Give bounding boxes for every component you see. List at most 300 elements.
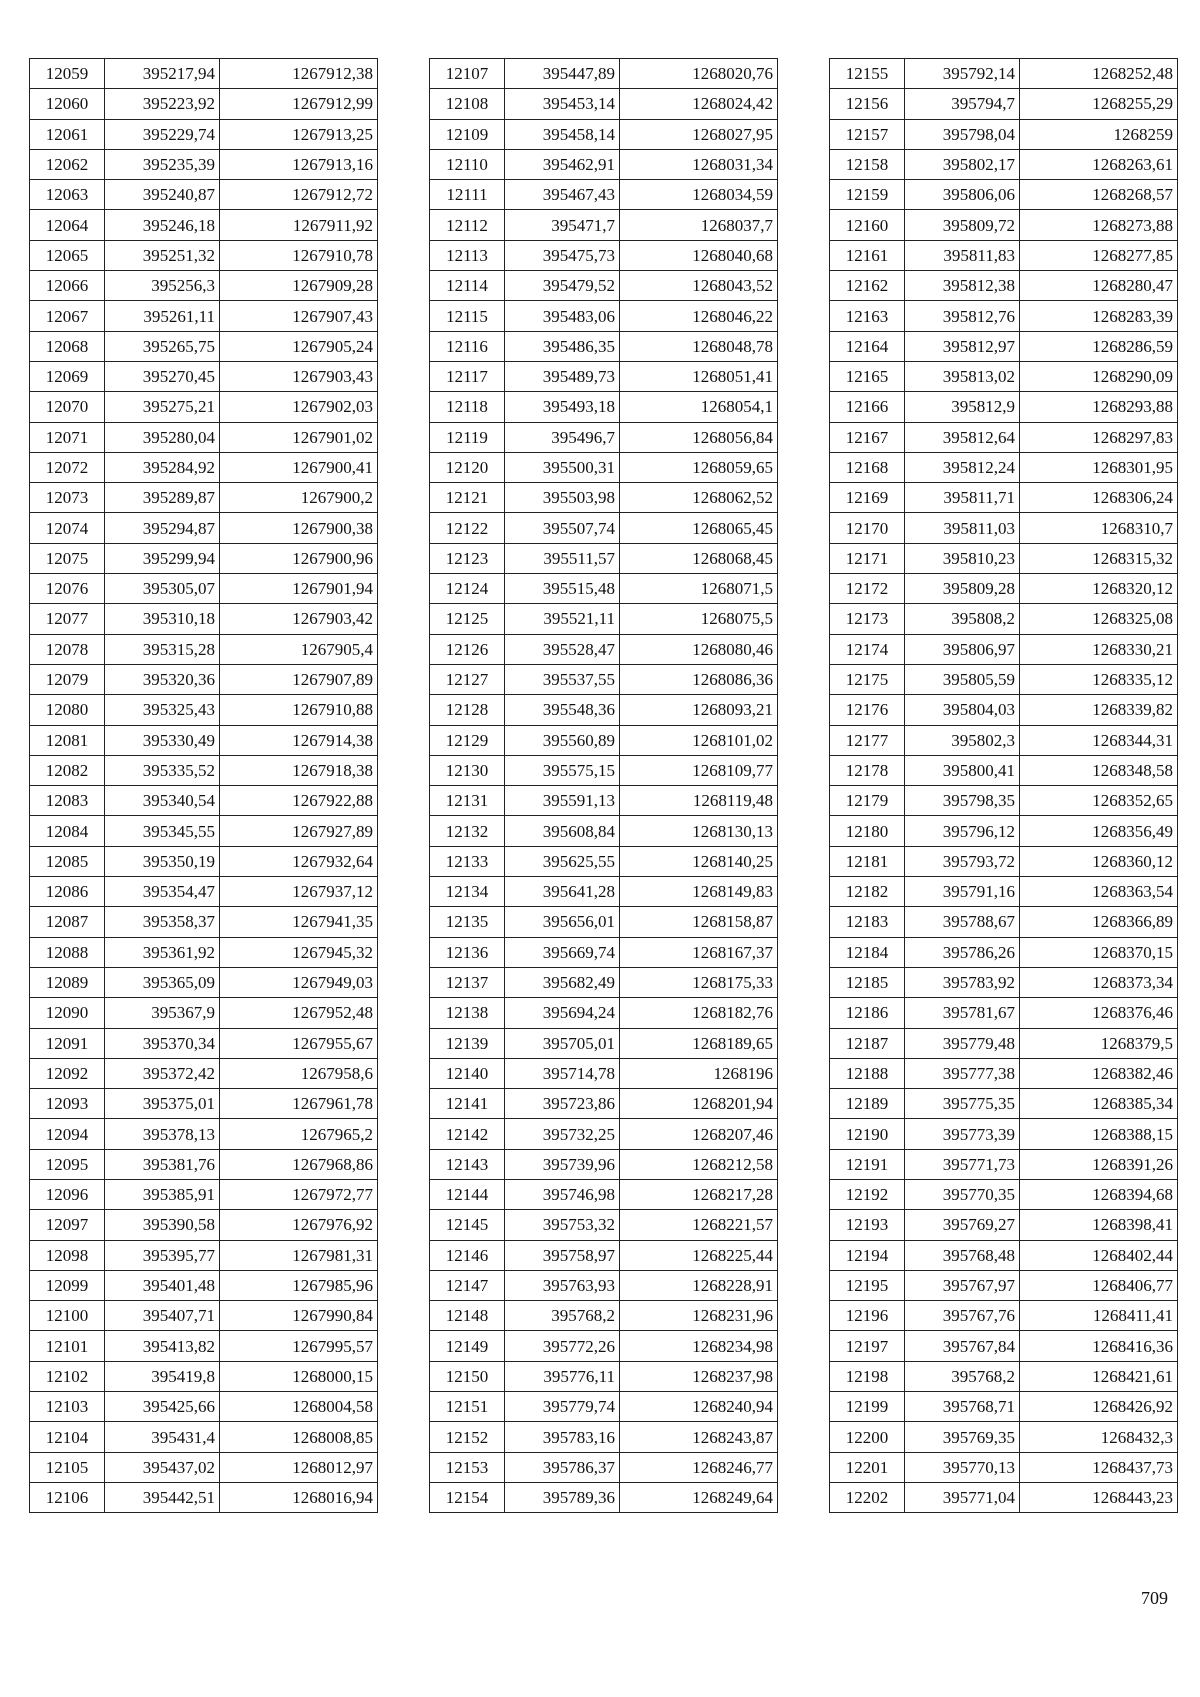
point-number-cell: 12130 [430, 755, 505, 785]
point-number-cell: 12150 [430, 1361, 505, 1391]
x-coordinate-cell: 395325,43 [105, 695, 220, 725]
y-coordinate-cell: 1268059,65 [620, 452, 778, 482]
point-number-cell: 12126 [430, 634, 505, 664]
point-number-cell: 12137 [430, 967, 505, 997]
table-row [30, 1089, 378, 1119]
table-row [830, 1301, 1178, 1331]
y-coordinate-cell: 1268012,97 [220, 1452, 378, 1482]
table-row [30, 1452, 378, 1482]
point-number-cell: 12129 [430, 725, 505, 755]
table-row [30, 1149, 378, 1179]
table-row [430, 1361, 778, 1391]
table-row [430, 513, 778, 543]
x-coordinate-cell: 395788,67 [905, 907, 1020, 937]
table-row [830, 1422, 1178, 1452]
y-coordinate-cell: 1267909,28 [220, 271, 378, 301]
table-row [430, 1119, 778, 1149]
x-coordinate-cell: 395261,11 [105, 301, 220, 331]
point-number-cell: 12092 [30, 1058, 105, 1088]
x-coordinate-cell: 395217,94 [105, 59, 220, 89]
table-row [30, 967, 378, 997]
x-coordinate-cell: 395378,13 [105, 1119, 220, 1149]
x-coordinate-cell: 395507,74 [505, 513, 620, 543]
y-coordinate-cell: 1267912,99 [220, 89, 378, 119]
y-coordinate-cell: 1268437,73 [1020, 1452, 1178, 1482]
x-coordinate-cell: 395808,2 [905, 604, 1020, 634]
y-coordinate-cell: 1267932,64 [220, 846, 378, 876]
x-coordinate-cell: 395758,97 [505, 1240, 620, 1270]
table-row [830, 1392, 1178, 1422]
x-coordinate-cell: 395811,71 [905, 483, 1020, 513]
table-row [830, 755, 1178, 785]
point-number-cell: 12071 [30, 422, 105, 452]
point-number-cell: 12064 [30, 210, 105, 240]
x-coordinate-cell: 395810,23 [905, 543, 1020, 573]
point-number-cell: 12127 [430, 664, 505, 694]
point-number-cell: 12145 [430, 1210, 505, 1240]
x-coordinate-cell: 395812,97 [905, 331, 1020, 361]
y-coordinate-cell: 1267910,78 [220, 240, 378, 270]
y-coordinate-cell: 1268339,82 [1020, 695, 1178, 725]
table-row [830, 967, 1178, 997]
y-coordinate-cell: 1268056,84 [620, 422, 778, 452]
y-coordinate-cell: 1268008,85 [220, 1422, 378, 1452]
table-row [430, 180, 778, 210]
point-number-cell: 12059 [30, 59, 105, 89]
y-coordinate-cell: 1267905,4 [220, 634, 378, 664]
x-coordinate-cell: 395496,7 [505, 422, 620, 452]
point-number-cell: 12131 [430, 786, 505, 816]
x-coordinate-cell: 395489,73 [505, 361, 620, 391]
table-row [430, 1422, 778, 1452]
y-coordinate-cell: 1268062,52 [620, 483, 778, 513]
x-coordinate-cell: 395395,77 [105, 1240, 220, 1270]
y-coordinate-cell: 1268167,37 [620, 937, 778, 967]
table-row [830, 634, 1178, 664]
y-coordinate-cell: 1267949,03 [220, 967, 378, 997]
y-coordinate-cell: 1268259 [1020, 119, 1178, 149]
table-row [830, 1089, 1178, 1119]
y-coordinate-cell: 1268330,21 [1020, 634, 1178, 664]
y-coordinate-cell: 1268249,64 [620, 1482, 778, 1512]
y-coordinate-cell: 1268228,91 [620, 1270, 778, 1300]
point-number-cell: 12197 [830, 1331, 905, 1361]
x-coordinate-cell: 395809,72 [905, 210, 1020, 240]
y-coordinate-cell: 1268040,68 [620, 240, 778, 270]
table-row [430, 1149, 778, 1179]
y-coordinate-cell: 1267907,43 [220, 301, 378, 331]
table-row [430, 1089, 778, 1119]
table-row [830, 452, 1178, 482]
table-row [30, 1210, 378, 1240]
y-coordinate-cell: 1268068,45 [620, 543, 778, 573]
y-coordinate-cell: 1267922,88 [220, 786, 378, 816]
y-coordinate-cell: 1268212,58 [620, 1149, 778, 1179]
x-coordinate-cell: 395475,73 [505, 240, 620, 270]
point-number-cell: 12146 [430, 1240, 505, 1270]
y-coordinate-cell: 1268252,48 [1020, 59, 1178, 89]
table-row [830, 392, 1178, 422]
y-coordinate-cell: 1267912,72 [220, 180, 378, 210]
x-coordinate-cell: 395796,12 [905, 816, 1020, 846]
coordinates-table-3 [829, 58, 1178, 1513]
table-row [830, 483, 1178, 513]
x-coordinate-cell: 395381,76 [105, 1149, 220, 1179]
point-number-cell: 12172 [830, 574, 905, 604]
x-coordinate-cell: 395537,55 [505, 664, 620, 694]
x-coordinate-cell: 395493,18 [505, 392, 620, 422]
table-row [430, 1210, 778, 1240]
x-coordinate-cell: 395385,91 [105, 1179, 220, 1209]
point-number-cell: 12096 [30, 1179, 105, 1209]
x-coordinate-cell: 395503,98 [505, 483, 620, 513]
y-coordinate-cell: 1268243,87 [620, 1422, 778, 1452]
y-coordinate-cell: 1268443,23 [1020, 1482, 1178, 1512]
coordinates-table-1 [29, 58, 378, 1513]
y-coordinate-cell: 1267907,89 [220, 664, 378, 694]
y-coordinate-cell: 1268048,78 [620, 331, 778, 361]
table-row [830, 543, 1178, 573]
y-coordinate-cell: 1268315,32 [1020, 543, 1178, 573]
point-number-cell: 12105 [30, 1452, 105, 1482]
y-coordinate-cell: 1268286,59 [1020, 331, 1178, 361]
point-number-cell: 12084 [30, 816, 105, 846]
point-number-cell: 12120 [430, 452, 505, 482]
x-coordinate-cell: 395280,04 [105, 422, 220, 452]
table-row [430, 695, 778, 725]
point-number-cell: 12155 [830, 59, 905, 89]
point-number-cell: 12086 [30, 877, 105, 907]
y-coordinate-cell: 1268293,88 [1020, 392, 1178, 422]
x-coordinate-cell: 395270,45 [105, 361, 220, 391]
y-coordinate-cell: 1268402,44 [1020, 1240, 1178, 1270]
table-row [830, 695, 1178, 725]
y-coordinate-cell: 1268086,36 [620, 664, 778, 694]
x-coordinate-cell: 395775,35 [905, 1089, 1020, 1119]
x-coordinate-cell: 395528,47 [505, 634, 620, 664]
table-row [830, 331, 1178, 361]
y-coordinate-cell: 1268310,7 [1020, 513, 1178, 543]
x-coordinate-cell: 395289,87 [105, 483, 220, 513]
table-row [830, 1028, 1178, 1058]
y-coordinate-cell: 1268054,1 [620, 392, 778, 422]
y-coordinate-cell: 1267965,2 [220, 1119, 378, 1149]
table-row [830, 604, 1178, 634]
coordinates-table-2 [429, 58, 778, 1513]
y-coordinate-cell: 1268130,13 [620, 816, 778, 846]
y-coordinate-cell: 1268363,54 [1020, 877, 1178, 907]
x-coordinate-cell: 395763,93 [505, 1270, 620, 1300]
point-number-cell: 12108 [430, 89, 505, 119]
y-coordinate-cell: 1268263,61 [1020, 149, 1178, 179]
table-row [430, 1301, 778, 1331]
y-coordinate-cell: 1268182,76 [620, 998, 778, 1028]
y-coordinate-cell: 1267985,96 [220, 1270, 378, 1300]
point-number-cell: 12101 [30, 1331, 105, 1361]
point-number-cell: 12104 [30, 1422, 105, 1452]
x-coordinate-cell: 395723,86 [505, 1089, 620, 1119]
y-coordinate-cell: 1268391,26 [1020, 1149, 1178, 1179]
point-number-cell: 12128 [430, 695, 505, 725]
table-row [430, 846, 778, 876]
point-number-cell: 12187 [830, 1028, 905, 1058]
y-coordinate-cell: 1268280,47 [1020, 271, 1178, 301]
point-number-cell: 12175 [830, 664, 905, 694]
point-number-cell: 12118 [430, 392, 505, 422]
x-coordinate-cell: 395682,49 [505, 967, 620, 997]
table-row [430, 331, 778, 361]
point-number-cell: 12189 [830, 1089, 905, 1119]
x-coordinate-cell: 395521,11 [505, 604, 620, 634]
x-coordinate-cell: 395390,58 [105, 1210, 220, 1240]
table-row [30, 149, 378, 179]
table-row [830, 513, 1178, 543]
point-number-cell: 12060 [30, 89, 105, 119]
point-number-cell: 12184 [830, 937, 905, 967]
x-coordinate-cell: 395768,2 [505, 1301, 620, 1331]
y-coordinate-cell: 1268325,08 [1020, 604, 1178, 634]
table-row [430, 392, 778, 422]
y-coordinate-cell: 1268071,5 [620, 574, 778, 604]
x-coordinate-cell: 395811,03 [905, 513, 1020, 543]
y-coordinate-cell: 1268366,89 [1020, 907, 1178, 937]
x-coordinate-cell: 395560,89 [505, 725, 620, 755]
point-number-cell: 12062 [30, 149, 105, 179]
x-coordinate-cell: 395753,32 [505, 1210, 620, 1240]
table-row [430, 1331, 778, 1361]
x-coordinate-cell: 395812,76 [905, 301, 1020, 331]
point-number-cell: 12110 [430, 149, 505, 179]
table-row [30, 695, 378, 725]
x-coordinate-cell: 395813,02 [905, 361, 1020, 391]
table-row [830, 846, 1178, 876]
table-row [30, 331, 378, 361]
x-coordinate-cell: 395772,26 [505, 1331, 620, 1361]
point-number-cell: 12114 [430, 271, 505, 301]
x-coordinate-cell: 395779,48 [905, 1028, 1020, 1058]
point-number-cell: 12152 [430, 1422, 505, 1452]
x-coordinate-cell: 395453,14 [505, 89, 620, 119]
point-number-cell: 12107 [430, 59, 505, 89]
x-coordinate-cell: 395768,71 [905, 1392, 1020, 1422]
table-row [430, 483, 778, 513]
x-coordinate-cell: 395770,35 [905, 1179, 1020, 1209]
y-coordinate-cell: 1268000,15 [220, 1361, 378, 1391]
table-row [430, 967, 778, 997]
x-coordinate-cell: 395462,91 [505, 149, 620, 179]
point-number-cell: 12151 [430, 1392, 505, 1422]
point-number-cell: 12070 [30, 392, 105, 422]
x-coordinate-cell: 395767,76 [905, 1301, 1020, 1331]
table-row [830, 1482, 1178, 1512]
point-number-cell: 12121 [430, 483, 505, 513]
table-row [30, 1119, 378, 1149]
x-coordinate-cell: 395798,04 [905, 119, 1020, 149]
point-number-cell: 12112 [430, 210, 505, 240]
x-coordinate-cell: 395425,66 [105, 1392, 220, 1422]
table-row [430, 998, 778, 1028]
point-number-cell: 12067 [30, 301, 105, 331]
table-row [30, 1331, 378, 1361]
y-coordinate-cell: 1267958,6 [220, 1058, 378, 1088]
y-coordinate-cell: 1268016,94 [220, 1482, 378, 1512]
x-coordinate-cell: 395479,52 [505, 271, 620, 301]
table-row [30, 1392, 378, 1422]
y-coordinate-cell: 1267918,38 [220, 755, 378, 785]
point-number-cell: 12123 [430, 543, 505, 573]
x-coordinate-cell: 395431,4 [105, 1422, 220, 1452]
table-row [30, 755, 378, 785]
point-number-cell: 12165 [830, 361, 905, 391]
table-row [430, 1482, 778, 1512]
x-coordinate-cell: 395625,55 [505, 846, 620, 876]
table-row [30, 513, 378, 543]
point-number-cell: 12142 [430, 1119, 505, 1149]
y-coordinate-cell: 1267911,92 [220, 210, 378, 240]
point-number-cell: 12162 [830, 271, 905, 301]
point-number-cell: 12159 [830, 180, 905, 210]
point-number-cell: 12091 [30, 1028, 105, 1058]
point-number-cell: 12161 [830, 240, 905, 270]
y-coordinate-cell: 1268297,83 [1020, 422, 1178, 452]
y-coordinate-cell: 1267903,43 [220, 361, 378, 391]
y-coordinate-cell: 1268290,09 [1020, 361, 1178, 391]
y-coordinate-cell: 1268119,48 [620, 786, 778, 816]
table-row [30, 422, 378, 452]
table-row [430, 119, 778, 149]
x-coordinate-cell: 395779,74 [505, 1392, 620, 1422]
y-coordinate-cell: 1268075,5 [620, 604, 778, 634]
x-coordinate-cell: 395358,37 [105, 907, 220, 937]
point-number-cell: 12176 [830, 695, 905, 725]
table-row [430, 725, 778, 755]
table-row [30, 1422, 378, 1452]
point-number-cell: 12163 [830, 301, 905, 331]
point-number-cell: 12198 [830, 1361, 905, 1391]
x-coordinate-cell: 395641,28 [505, 877, 620, 907]
y-coordinate-cell: 1268024,42 [620, 89, 778, 119]
table-row [30, 543, 378, 573]
x-coordinate-cell: 395500,31 [505, 452, 620, 482]
point-number-cell: 12199 [830, 1392, 905, 1422]
table-row [430, 604, 778, 634]
y-coordinate-cell: 1267900,41 [220, 452, 378, 482]
y-coordinate-cell: 1268277,85 [1020, 240, 1178, 270]
table-row [830, 1058, 1178, 1088]
table-row [830, 180, 1178, 210]
x-coordinate-cell: 395486,35 [505, 331, 620, 361]
table-row [830, 1452, 1178, 1482]
point-number-cell: 12177 [830, 725, 905, 755]
x-coordinate-cell: 395275,21 [105, 392, 220, 422]
y-coordinate-cell: 1268385,34 [1020, 1089, 1178, 1119]
table-row [430, 1392, 778, 1422]
x-coordinate-cell: 395811,83 [905, 240, 1020, 270]
x-coordinate-cell: 395251,32 [105, 240, 220, 270]
table-row [830, 149, 1178, 179]
point-number-cell: 12169 [830, 483, 905, 513]
table-row [30, 301, 378, 331]
x-coordinate-cell: 395776,11 [505, 1361, 620, 1391]
table-row [830, 422, 1178, 452]
point-number-cell: 12148 [430, 1301, 505, 1331]
x-coordinate-cell: 395437,02 [105, 1452, 220, 1482]
point-number-cell: 12109 [430, 119, 505, 149]
table-row [30, 392, 378, 422]
table-row [30, 725, 378, 755]
point-number-cell: 12106 [30, 1482, 105, 1512]
table-row [30, 604, 378, 634]
table-row [30, 907, 378, 937]
y-coordinate-cell: 1268080,46 [620, 634, 778, 664]
point-number-cell: 12170 [830, 513, 905, 543]
coordinates-table-body [30, 59, 378, 1513]
table-row [430, 89, 778, 119]
point-number-cell: 12083 [30, 786, 105, 816]
point-number-cell: 12069 [30, 361, 105, 391]
y-coordinate-cell: 1267905,24 [220, 331, 378, 361]
x-coordinate-cell: 395714,78 [505, 1058, 620, 1088]
point-number-cell: 12072 [30, 452, 105, 482]
y-coordinate-cell: 1268411,41 [1020, 1301, 1178, 1331]
x-coordinate-cell: 395330,49 [105, 725, 220, 755]
y-coordinate-cell: 1268149,83 [620, 877, 778, 907]
table-row [830, 59, 1178, 89]
point-number-cell: 12134 [430, 877, 505, 907]
table-row [30, 664, 378, 694]
table-row [430, 240, 778, 270]
y-coordinate-cell: 1268416,36 [1020, 1331, 1178, 1361]
x-coordinate-cell: 395447,89 [505, 59, 620, 89]
table-row [830, 1179, 1178, 1209]
y-coordinate-cell: 1268360,12 [1020, 846, 1178, 876]
table-row [30, 180, 378, 210]
y-coordinate-cell: 1267945,32 [220, 937, 378, 967]
table-row [830, 1210, 1178, 1240]
x-coordinate-cell: 395767,84 [905, 1331, 1020, 1361]
y-coordinate-cell: 1268020,76 [620, 59, 778, 89]
y-coordinate-cell: 1267901,02 [220, 422, 378, 452]
point-number-cell: 12113 [430, 240, 505, 270]
x-coordinate-cell: 395315,28 [105, 634, 220, 664]
point-number-cell: 12193 [830, 1210, 905, 1240]
table-row [30, 1240, 378, 1270]
y-coordinate-cell: 1268101,02 [620, 725, 778, 755]
x-coordinate-cell: 395705,01 [505, 1028, 620, 1058]
x-coordinate-cell: 395229,74 [105, 119, 220, 149]
y-coordinate-cell: 1268376,46 [1020, 998, 1178, 1028]
x-coordinate-cell: 395771,04 [905, 1482, 1020, 1512]
point-number-cell: 12065 [30, 240, 105, 270]
x-coordinate-cell: 395746,98 [505, 1179, 620, 1209]
x-coordinate-cell: 395575,15 [505, 755, 620, 785]
point-number-cell: 12090 [30, 998, 105, 1028]
table-row [430, 816, 778, 846]
x-coordinate-cell: 395365,09 [105, 967, 220, 997]
point-number-cell: 12075 [30, 543, 105, 573]
point-number-cell: 12153 [430, 1452, 505, 1482]
y-coordinate-cell: 1268217,28 [620, 1179, 778, 1209]
point-number-cell: 12094 [30, 1119, 105, 1149]
y-coordinate-cell: 1268093,21 [620, 695, 778, 725]
x-coordinate-cell: 395771,73 [905, 1149, 1020, 1179]
point-number-cell: 12099 [30, 1270, 105, 1300]
point-number-cell: 12201 [830, 1452, 905, 1482]
x-coordinate-cell: 395786,37 [505, 1452, 620, 1482]
point-number-cell: 12186 [830, 998, 905, 1028]
x-coordinate-cell: 395256,3 [105, 271, 220, 301]
point-number-cell: 12180 [830, 816, 905, 846]
